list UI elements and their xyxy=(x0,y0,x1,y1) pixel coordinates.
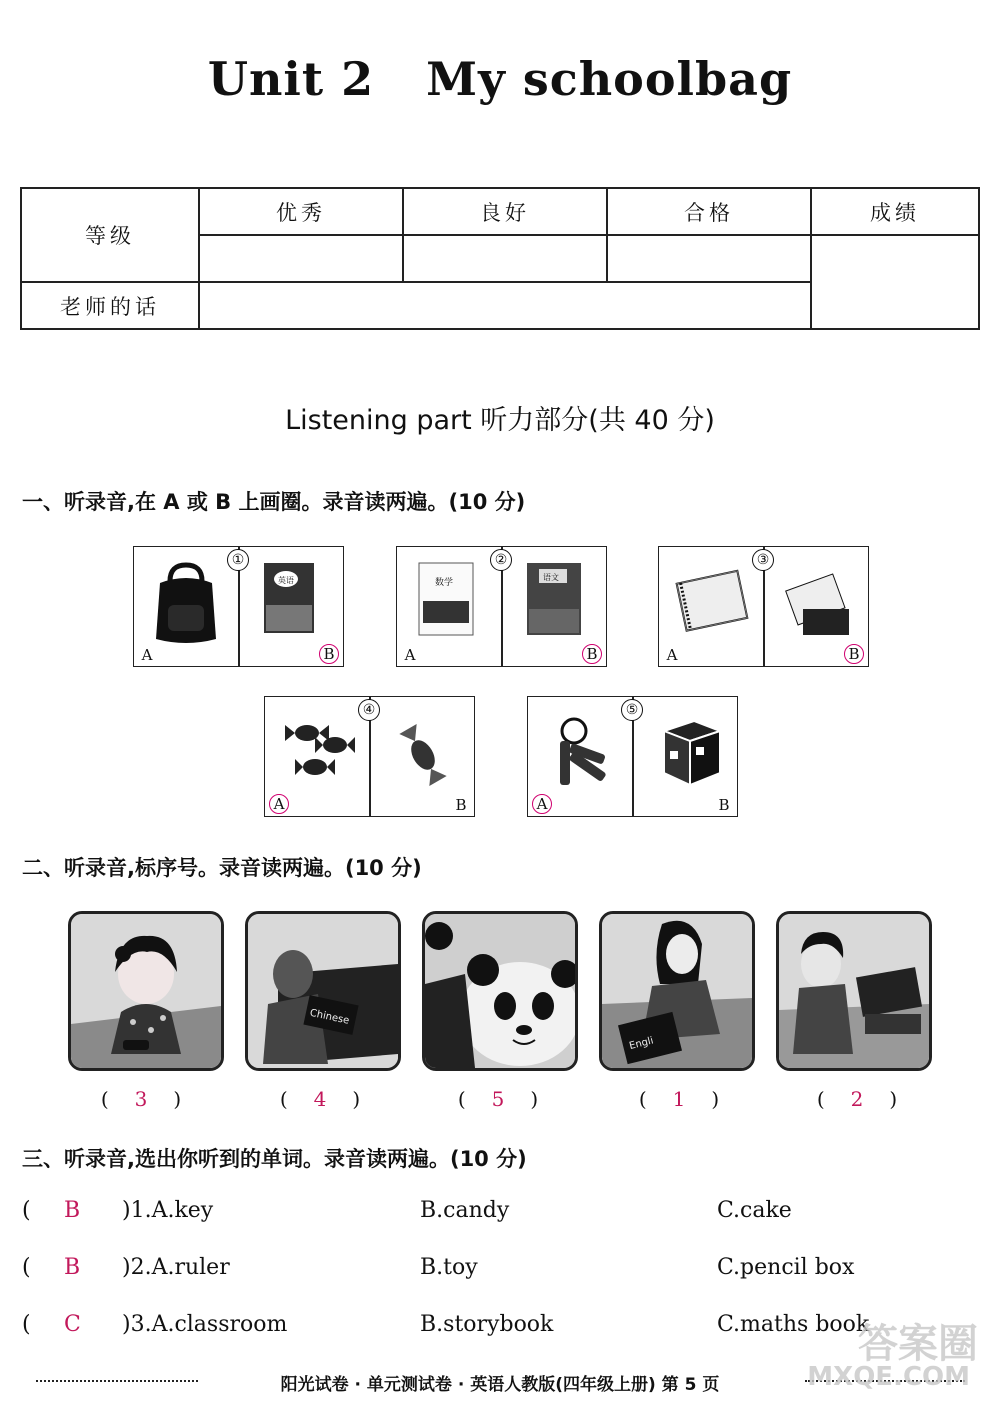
scene-girl-phone xyxy=(68,911,224,1071)
option-b: B.storybook xyxy=(420,1312,554,1337)
option-b: B.candy xyxy=(420,1198,510,1223)
item-number: ④ xyxy=(358,699,380,721)
option-b: B.toy xyxy=(420,1255,478,1280)
chinese-book-icon xyxy=(519,561,593,645)
score-cell[interactable] xyxy=(811,235,979,329)
chinese-book-label: Chinese xyxy=(308,1007,351,1027)
option-c: C.maths book xyxy=(717,1312,870,1337)
scene-boy-storybook xyxy=(776,911,932,1071)
option-a[interactable]: A xyxy=(141,646,153,664)
cube-toy-icon xyxy=(650,711,724,795)
grade-label: 等级 xyxy=(21,188,199,282)
mc-answer: C xyxy=(64,1312,81,1337)
item-number: ① xyxy=(227,549,249,571)
choice-box-4 xyxy=(264,696,475,817)
answer-1: ( 3 ) xyxy=(100,1087,182,1111)
option-b[interactable]: B xyxy=(718,796,730,814)
option-c: C.cake xyxy=(717,1198,792,1223)
scene-boy-chinese-book xyxy=(245,911,401,1071)
svg-text:语文: 语文 xyxy=(543,573,559,582)
candy-icon xyxy=(387,711,461,795)
answer-3: ( 5 ) xyxy=(457,1087,539,1111)
english-book-label: Engli xyxy=(628,1035,655,1053)
option-a: )1.A.key xyxy=(122,1198,214,1223)
storybook-icon xyxy=(781,561,855,645)
grade-table xyxy=(20,187,980,330)
level-good: 良好 xyxy=(403,188,607,235)
svg-text:数学: 数学 xyxy=(435,578,454,588)
svg-text:英语: 英语 xyxy=(278,576,294,585)
comment-label: 老师的话 xyxy=(21,282,199,329)
option-b-circled[interactable]: B xyxy=(319,644,339,664)
option-a[interactable]: A xyxy=(666,646,678,664)
mc-question-3: ( C )3.A.classroom B.storybook C.maths book xyxy=(22,1312,870,1337)
choice-box-2 xyxy=(396,546,607,667)
section-title: Listening part 听力部分(共 40 分) xyxy=(285,405,715,436)
unit-number: Unit 2 xyxy=(207,52,375,106)
mc-question-2: ( B )2.A.ruler B.toy C.pencil box xyxy=(22,1255,855,1280)
excellent-cell[interactable] xyxy=(199,235,403,282)
option-a[interactable]: A xyxy=(404,646,416,664)
q3-heading: 三、听录音,选出你听到的单词。录音读两遍。(10 分) xyxy=(22,1147,527,1171)
pass-cell[interactable] xyxy=(607,235,811,282)
option-a-circled[interactable]: A xyxy=(532,794,552,814)
option-c: C.pencil box xyxy=(717,1255,855,1280)
level-excellent: 优秀 xyxy=(199,188,403,235)
mc-question-1: ( B )1.A.key B.candy C.cake xyxy=(22,1198,792,1223)
item-number: ② xyxy=(490,549,512,571)
item-number: ⑤ xyxy=(621,699,643,721)
english-book-icon xyxy=(256,561,330,645)
scene-girl-english-book xyxy=(599,911,755,1071)
answer-2: ( 4 ) xyxy=(279,1087,361,1111)
maths-book-icon xyxy=(413,561,487,645)
notebook-icon xyxy=(675,561,749,645)
option-a: )3.A.classroom xyxy=(122,1312,288,1337)
item-number: ③ xyxy=(752,549,774,571)
keys-icon xyxy=(544,711,618,795)
q1-heading: 一、听录音,在 A 或 B 上画圈。录音读两遍。(10 分) xyxy=(22,490,526,514)
choice-box-3 xyxy=(658,546,869,667)
good-cell[interactable] xyxy=(403,235,607,282)
answer-5: ( 2 ) xyxy=(816,1087,898,1111)
q2-heading: 二、听录音,标序号。录音读两遍。(10 分) xyxy=(22,856,422,880)
score-label: 成绩 xyxy=(811,188,979,235)
mc-answer: B xyxy=(64,1255,81,1280)
watermark-logo: 答案圈 xyxy=(858,1321,978,1367)
unit-name: My schoolbag xyxy=(426,52,793,106)
answer-4: ( 1 ) xyxy=(638,1087,720,1111)
candies-icon xyxy=(281,711,355,795)
comment-cell[interactable] xyxy=(199,282,811,329)
footer: 阳光试卷 · 单元测试卷 · 英语人教版(四年级上册) 第 5 页 xyxy=(280,1375,720,1395)
choice-box-1 xyxy=(133,546,344,667)
option-a: )2.A.ruler xyxy=(122,1255,230,1280)
page-title xyxy=(0,52,1000,106)
option-b-circled[interactable]: B xyxy=(582,644,602,664)
mc-answer: B xyxy=(64,1198,81,1223)
level-pass: 合格 xyxy=(607,188,811,235)
choice-box-5 xyxy=(527,696,738,817)
schoolbag-icon xyxy=(150,561,224,645)
watermark-url: MXQE.COM xyxy=(807,1362,970,1392)
option-b-circled[interactable]: B xyxy=(844,644,864,664)
option-b[interactable]: B xyxy=(455,796,467,814)
option-a-circled[interactable]: A xyxy=(269,794,289,814)
scene-panda xyxy=(422,911,578,1071)
